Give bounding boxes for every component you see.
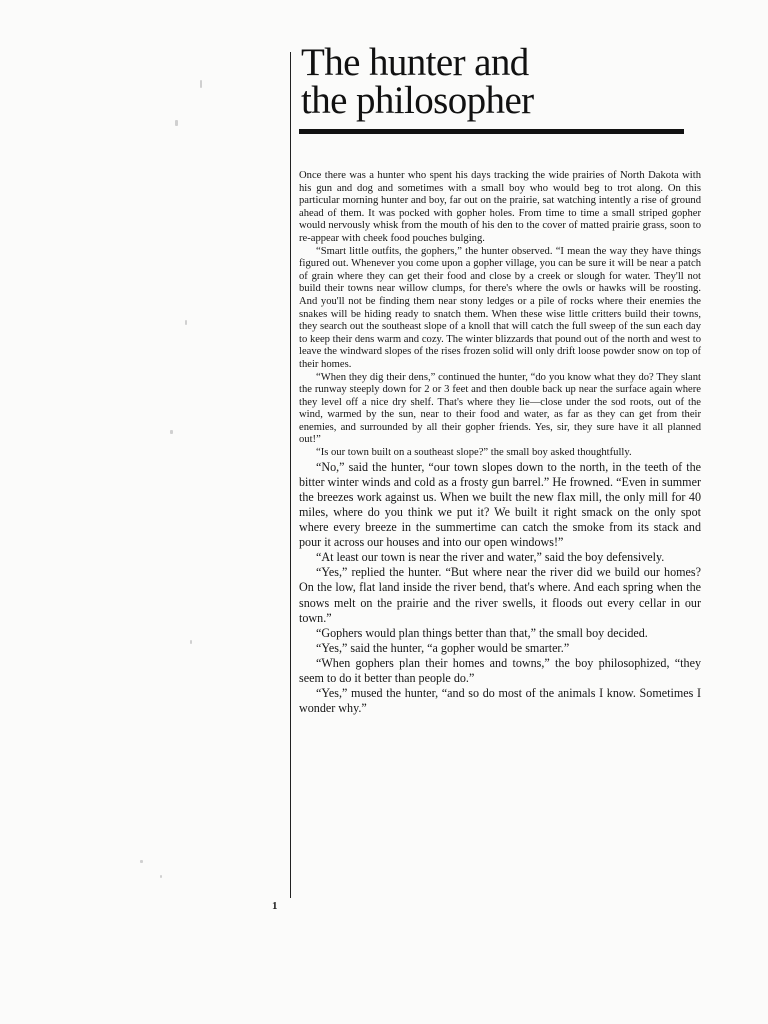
paragraph-town-slopes: “No,” said the hunter, “our town slopes down to the north, in the teeth of the bitter winter winds and cold as a frosty gun barrel.” He frowned. “Even in summer the breezes work against us. When we built the new flax mill, the only mill for 40 miles, where do you think we put it? We built it right smack on the only spot where every breeze in the summertime can catch the smoke from its stack and pour it across our houses and into our open windows!” [299, 459, 701, 550]
article-title-line-1: The hunter and [301, 41, 529, 84]
scan-speck [185, 320, 187, 325]
vertical-rule [290, 52, 291, 898]
article-title [301, 41, 701, 122]
paragraph-dens: “When they dig their dens,” continued the hunter, “do you know what they do? They slant the runway steeply down for 2 or 3 feet and then double back up near the surface again where they level off a nice dry shelf. That's where they lie—close under the sod roots, out of the wind, warmed by the sun, near to their food and water, as far as they can get from their enemies, and surrounded by all their gopher friends. Yes, sir, they sure have it all planned out!” [299, 371, 701, 446]
paragraph-gopher-smarter: “Yes,” said the hunter, “a gopher would be smarter.” [316, 640, 570, 655]
scan-speck [160, 875, 162, 878]
paragraph-boy-philosophizes: “When gophers plan their homes and towns,” the boy philosophized, “they seem to do it better than people do.” [299, 655, 701, 685]
paragraph-river-water: “At least our town is near the river and water,” said the boy defensively. [316, 550, 665, 565]
article-body [299, 170, 701, 716]
paragraph-smart-outfits: “Smart little outfits, the gophers,” the hunter observed. “I mean the way they have things figured out. Whenever you come upon a gopher village, you can be sure it will be near a patch of grain where they can get their food and close by a creek or slough for water. They'll not build their towns near willow clumps, for there's where the owls or hawks will be roosting. And you'll not be finding them near stony ledges or a pile of rocks where their enemies the snakes will be hiding ready to snatch them. When these wise little critters build their towns, they search out the southeast slope of a knoll that will catch the full sweep of the sun each day to keep their dens warm and cozy. The winter blizzards that pound out of the north and west to leave the windward slopes of the rises frozen solid will only drift loose powder snow on top of their homes. [299, 245, 701, 370]
scan-speck [175, 120, 178, 126]
paragraph-southeast-question: “Is our town built on a southeast slope?” the small boy asked thoughtfully. [316, 447, 632, 459]
scan-speck [140, 860, 143, 863]
title-underline-rule [299, 129, 684, 134]
paragraph-intro: Once there was a hunter who spent his days tracking the wide prairies of North Dakota with his gun and dog and sometimes with a small boy who would beg to trot along. On this particular morning hunter and boy, far out on the prairie, sat watching intently a rise of ground ahead of them. It was pocked with gopher holes. From time to time a small striped gopher would nervously whisk from the mouth of his den to the cover of matted prairie grass, soon to re-appear with cheek food pouches bulging. [299, 170, 701, 244]
article-title-line-2: the philosopher [301, 79, 534, 122]
paragraph-closing: “Yes,” mused the hunter, “and so do most of the animals I know. Sometimes I wonder why.” [299, 686, 701, 716]
scan-speck [170, 430, 173, 434]
paragraph-gophers-plan-better: “Gophers would plan things better than that,” the small boy decided. [316, 625, 648, 640]
paragraph-river-bend: “Yes,” replied the hunter. “But where near the river did we build our homes? On the low, flat land inside the river bend, that's where. And each spring when the snows melt on the prairie and the river swells, it floods out every cellar in our town.” [299, 565, 701, 625]
scan-speck [190, 640, 192, 644]
scan-speck [200, 80, 202, 88]
page-number: 1 [272, 900, 278, 912]
